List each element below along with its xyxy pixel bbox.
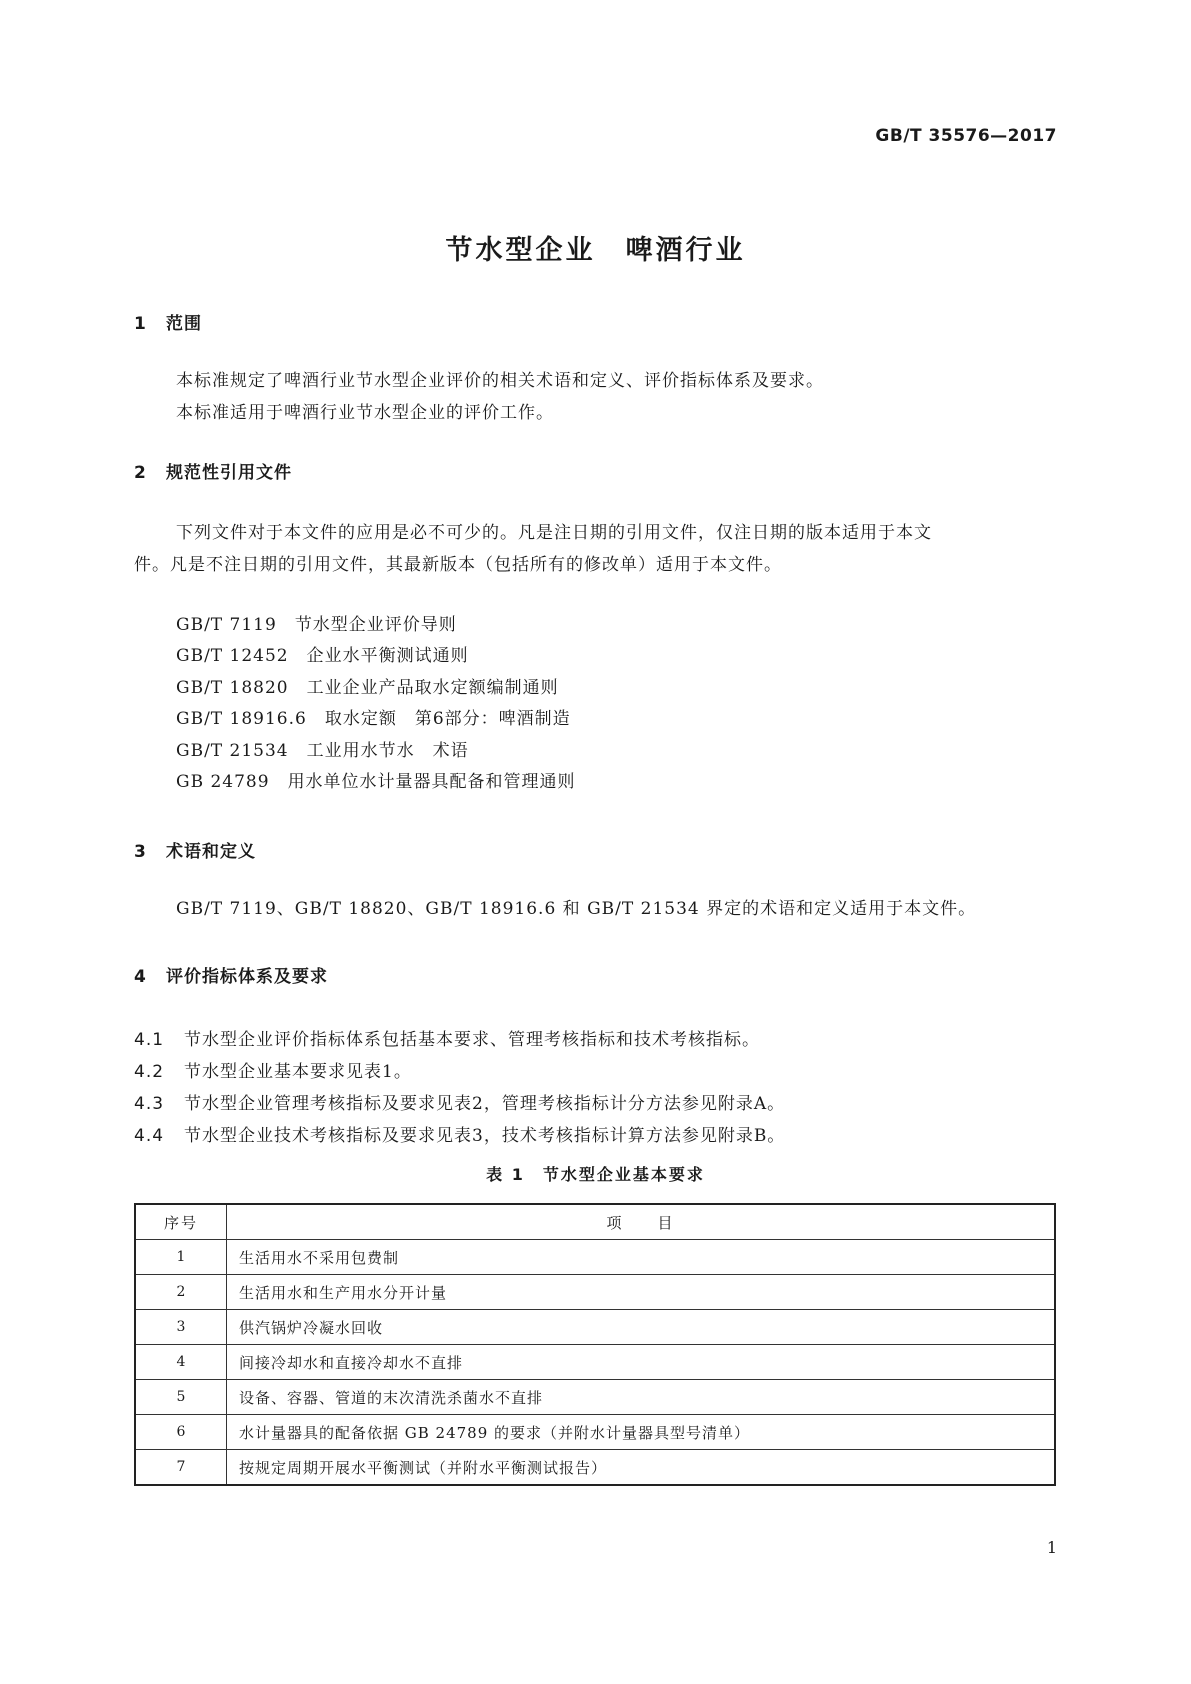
row-item: 供汽锅炉冷凝水回收 bbox=[227, 1310, 1056, 1345]
row-number: 4 bbox=[135, 1345, 227, 1380]
clause-text: 节水型企业基本要求见表1。 bbox=[184, 1062, 412, 1082]
reference-title: 工业企业产品取水定额编制通则 bbox=[306, 677, 559, 698]
clause-text: 节水型企业管理考核指标及要求见表2，管理考核指标计分方法参见附录A。 bbox=[184, 1094, 786, 1114]
section-number: 4 bbox=[134, 967, 147, 987]
reference-list bbox=[176, 610, 576, 798]
reference-title: 节水型企业评价导则 bbox=[294, 615, 457, 635]
row-item: 设备、容器、管道的末次清洗杀菌水不直排 bbox=[227, 1380, 1056, 1415]
table-row bbox=[135, 1310, 1055, 1345]
section-title: 规范性引用文件 bbox=[166, 463, 292, 483]
reference-title: 用水单位水计量器具配备和管理通则 bbox=[287, 771, 576, 792]
row-number: 3 bbox=[135, 1310, 227, 1345]
table-row bbox=[135, 1345, 1055, 1380]
section-title: 范围 bbox=[166, 314, 202, 334]
reference-code: GB 24789 bbox=[176, 771, 270, 792]
reference-code: GB/T 21534 bbox=[176, 740, 289, 761]
document-title: 节水型企业 啤酒行业 bbox=[445, 235, 746, 266]
clause-number: 4.2 bbox=[134, 1062, 165, 1082]
reference-item bbox=[176, 767, 576, 798]
row-number: 5 bbox=[135, 1380, 227, 1415]
reference-code: GB/T 12452 bbox=[176, 646, 289, 667]
paragraph: 本标准规定了啤酒行业节水型企业评价的相关术语和定义、评价指标体系及要求。 bbox=[176, 371, 824, 391]
reference-title: 工业用水节水 术语 bbox=[306, 740, 469, 761]
section-number: 2 bbox=[134, 463, 147, 483]
row-item: 生活用水不采用包费制 bbox=[227, 1240, 1056, 1275]
table-row bbox=[135, 1240, 1055, 1275]
clause-number: 4.1 bbox=[134, 1030, 165, 1050]
section-1-heading bbox=[134, 309, 202, 334]
clause-number: 4.3 bbox=[134, 1094, 165, 1114]
table-row bbox=[135, 1415, 1055, 1450]
table-header-row bbox=[135, 1204, 1055, 1240]
section-title: 术语和定义 bbox=[166, 842, 256, 862]
table-row bbox=[135, 1275, 1055, 1310]
reference-item bbox=[176, 704, 576, 735]
reference-code: GB/T 7119 bbox=[176, 615, 277, 635]
paragraph: 件。凡是不注日期的引用文件，其最新版本（包括所有的修改单）适用于本文件。 bbox=[134, 555, 782, 575]
row-item: 生活用水和生产用水分开计量 bbox=[227, 1275, 1056, 1310]
paragraph: 本标准适用于啤酒行业节水型企业的评价工作。 bbox=[176, 403, 554, 423]
row-number: 2 bbox=[135, 1275, 227, 1310]
row-item: 间接冷却水和直接冷却水不直排 bbox=[227, 1345, 1056, 1380]
section-4-heading bbox=[134, 962, 328, 987]
section-2-heading bbox=[134, 458, 292, 483]
clause-text: 节水型企业技术考核指标及要求见表3，技术考核指标计算方法参见附录B。 bbox=[184, 1126, 786, 1146]
row-number: 7 bbox=[135, 1450, 227, 1486]
reference-title: 取水定额 第6部分：啤酒制造 bbox=[324, 709, 571, 730]
reference-item bbox=[176, 736, 576, 767]
paragraph: GB/T 7119、GB/T 18820、GB/T 18916.6 和 GB/T 21534 界定的术语和定义适用于本文件。 bbox=[176, 899, 977, 919]
reference-item bbox=[176, 673, 576, 704]
basic-requirements-table bbox=[134, 1203, 1056, 1486]
reference-item bbox=[176, 641, 576, 672]
column-header-no: 序号 bbox=[135, 1204, 227, 1240]
row-item: 水计量器具的配备依据 GB 24789 的要求（并附水计量器具型号清单） bbox=[227, 1415, 1056, 1450]
row-number: 6 bbox=[135, 1415, 227, 1450]
section-number: 1 bbox=[134, 314, 147, 334]
clause bbox=[134, 1089, 785, 1114]
column-header-item: 项 目 bbox=[227, 1204, 1056, 1240]
clause bbox=[134, 1057, 412, 1082]
clause bbox=[134, 1025, 760, 1050]
table-caption: 表 1 节水型企业基本要求 bbox=[486, 1165, 705, 1184]
section-number: 3 bbox=[134, 842, 147, 862]
clause-number: 4.4 bbox=[134, 1126, 165, 1146]
reference-code: GB/T 18916.6 bbox=[176, 709, 307, 730]
reference-code: GB/T 18820 bbox=[176, 677, 289, 698]
standard-code: GB/T 35576—2017 bbox=[875, 126, 1057, 146]
clause bbox=[134, 1121, 785, 1146]
paragraph: 下列文件对于本文件的应用是必不可少的。凡是注日期的引用文件，仅注日期的版本适用于本文 bbox=[176, 523, 932, 543]
table-row bbox=[135, 1450, 1055, 1486]
reference-item bbox=[176, 610, 576, 641]
row-item: 按规定周期开展水平衡测试（并附水平衡测试报告） bbox=[227, 1450, 1056, 1486]
section-3-heading bbox=[134, 837, 256, 862]
reference-title: 企业水平衡测试通则 bbox=[306, 646, 469, 667]
section-title: 评价指标体系及要求 bbox=[166, 967, 328, 987]
table-row bbox=[135, 1380, 1055, 1415]
page-number: 1 bbox=[1046, 1538, 1057, 1557]
clause-text: 节水型企业评价指标体系包括基本要求、管理考核指标和技术考核指标。 bbox=[184, 1030, 760, 1050]
row-number: 1 bbox=[135, 1240, 227, 1275]
